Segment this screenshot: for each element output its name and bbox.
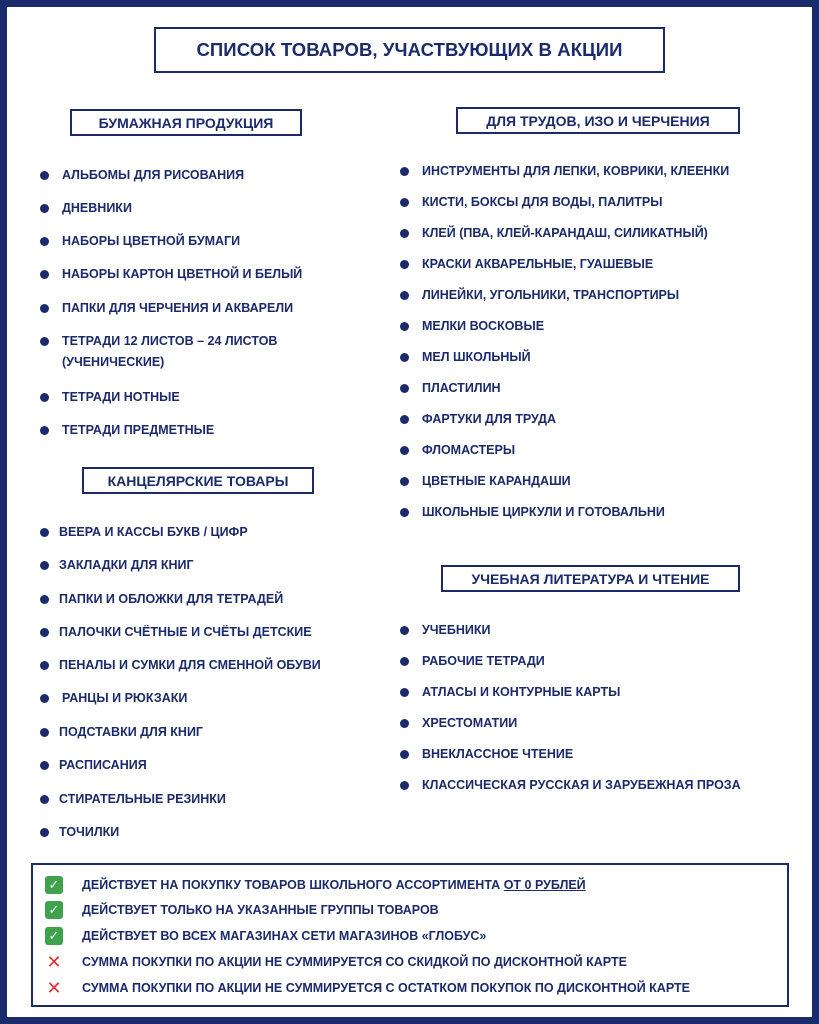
bullet-icon xyxy=(40,761,49,770)
bullet-icon xyxy=(40,393,49,402)
bullet-icon xyxy=(40,595,49,604)
bullet-icon xyxy=(400,353,409,362)
list-item: НАБОРЫ КАРТОН ЦВЕТНОЙ И БЕЛЫЙ xyxy=(40,264,302,285)
list-item: ПАПКИ ДЛЯ ЧЕРЧЕНИЯ И АКВАРЕЛИ xyxy=(40,298,293,319)
list-item: РАНЦЫ И РЮКЗАКИ xyxy=(40,688,187,709)
list-item: РАСПИСАНИЯ xyxy=(40,755,147,776)
list-item: ПАЛОЧКИ СЧЁТНЫЕ И СЧЁТЫ ДЕТСКИЕ xyxy=(40,622,312,643)
list-item: ВНЕКЛАССНОЕ ЧТЕНИЕ xyxy=(400,744,573,765)
bullet-icon xyxy=(400,750,409,759)
list-item: МЕЛКИ ВОСКОВЫЕ xyxy=(400,316,544,337)
list-item: МЕЛ ШКОЛЬНЫЙ xyxy=(400,347,531,368)
bullet-icon xyxy=(400,260,409,269)
list-item: ФАРТУКИ ДЛЯ ТРУДА xyxy=(400,409,556,430)
list-item: ЗАКЛАДКИ ДЛЯ КНИГ xyxy=(40,555,194,576)
list-item: КЛАССИЧЕСКАЯ РУССКАЯ И ЗАРУБЕЖНАЯ ПРОЗА xyxy=(400,775,741,796)
list-item: ТЕТРАДИ 12 ЛИСТОВ – 24 ЛИСТОВ (УЧЕНИЧЕСКИЕ) xyxy=(40,331,310,373)
list-item: РАБОЧИЕ ТЕТРАДИ xyxy=(400,651,545,672)
bullet-icon xyxy=(400,322,409,331)
bullet-icon xyxy=(400,657,409,666)
bullet-icon xyxy=(400,384,409,393)
bullet-icon xyxy=(40,528,49,537)
list-item: ПЕНАЛЫ И СУМКИ ДЛЯ СМЕННОЙ ОБУВИ xyxy=(40,655,321,676)
list-item: ФЛОМАСТЕРЫ xyxy=(400,440,515,461)
bullet-icon xyxy=(40,795,49,804)
bullet-icon xyxy=(40,628,49,637)
list-item: КРАСКИ АКВАРЕЛЬНЫЕ, ГУАШЕВЫЕ xyxy=(400,254,653,275)
check-icon: ✓ xyxy=(45,876,63,894)
check-icon: ✓ xyxy=(45,927,63,945)
bullet-icon xyxy=(400,198,409,207)
condition-item: ✓ ДЕЙСТВУЕТ НА ПОКУПКУ ТОВАРОВ ШКОЛЬНОГО АССОРТИМЕНТА ОТ 0 РУБЛЕЙ xyxy=(45,875,586,895)
bullet-icon xyxy=(40,426,49,435)
list-item: ПОДСТАВКИ ДЛЯ КНИГ xyxy=(40,722,203,743)
bullet-icon xyxy=(40,204,49,213)
condition-item: ✓ ДЕЙСТВУЕТ ТОЛЬКО НА УКАЗАННЫЕ ГРУППЫ ТОВАРОВ xyxy=(45,900,439,920)
bullet-icon xyxy=(40,171,49,180)
list-item: УЧЕБНИКИ xyxy=(400,620,491,641)
list-item: АЛЬБОМЫ ДЛЯ РИСОВАНИЯ xyxy=(40,165,244,186)
bullet-icon xyxy=(40,728,49,737)
cross-icon: ✕ xyxy=(46,952,62,972)
bullet-icon xyxy=(400,446,409,455)
page-title: СПИСОК ТОВАРОВ, УЧАСТВУЮЩИХ В АКЦИИ xyxy=(154,27,665,73)
bullet-icon xyxy=(400,781,409,790)
list-item: АТЛАСЫ И КОНТУРНЫЕ КАРТЫ xyxy=(400,682,620,703)
bullet-icon xyxy=(400,719,409,728)
list-item: ТЕТРАДИ ПРЕДМЕТНЫЕ xyxy=(40,420,214,441)
bullet-icon xyxy=(400,415,409,424)
conditions-box xyxy=(31,863,789,1007)
bullet-icon xyxy=(40,694,49,703)
bullet-icon xyxy=(400,477,409,486)
bullet-icon xyxy=(400,508,409,517)
condition-item: ✕ СУММА ПОКУПКИ ПО АКЦИИ НЕ СУММИРУЕТСЯ С ОСТАТКОМ ПОКУПОК ПО ДИСКОНТНОЙ КАРТЕ xyxy=(46,978,690,998)
list-item: ТЕТРАДИ НОТНЫЕ xyxy=(40,387,180,408)
list-item: ДНЕВНИКИ xyxy=(40,198,132,219)
list-item: ЦВЕТНЫЕ КАРАНДАШИ xyxy=(400,471,571,492)
section-title-literature: УЧЕБНАЯ ЛИТЕРАТУРА И ЧТЕНИЕ xyxy=(441,565,740,592)
cross-icon: ✕ xyxy=(46,978,62,998)
bullet-icon xyxy=(40,661,49,670)
list-item: КИСТИ, БОКСЫ ДЛЯ ВОДЫ, ПАЛИТРЫ xyxy=(400,192,662,213)
list-item: ИНСТРУМЕНТЫ ДЛЯ ЛЕПКИ, КОВРИКИ, КЛЕЕНКИ xyxy=(400,161,729,182)
list-item: НАБОРЫ ЦВЕТНОЙ БУМАГИ xyxy=(40,231,240,252)
condition-item: ✓ ДЕЙСТВУЕТ ВО ВСЕХ МАГАЗИНАХ СЕТИ МАГАЗИНОВ «ГЛОБУС» xyxy=(45,926,486,946)
bullet-icon xyxy=(40,828,49,837)
bullet-icon xyxy=(400,229,409,238)
condition-item: ✕ СУММА ПОКУПКИ ПО АКЦИИ НЕ СУММИРУЕТСЯ СО СКИДКОЙ ПО ДИСКОНТНОЙ КАРТЕ xyxy=(46,952,627,972)
list-item: КЛЕЙ (ПВА, КЛЕЙ-КАРАНДАШ, СИЛИКАТНЫЙ) xyxy=(400,223,708,244)
bullet-icon xyxy=(400,291,409,300)
bullet-icon xyxy=(40,561,49,570)
list-item: ПАПКИ И ОБЛОЖКИ ДЛЯ ТЕТРАДЕЙ xyxy=(40,589,283,610)
check-icon: ✓ xyxy=(45,901,63,919)
bullet-icon xyxy=(400,688,409,697)
bullet-icon xyxy=(400,626,409,635)
list-item: ПЛАСТИЛИН xyxy=(400,378,501,399)
bullet-icon xyxy=(40,237,49,246)
bullet-icon xyxy=(40,304,49,313)
list-item: ТОЧИЛКИ xyxy=(40,822,119,843)
section-title-paper: БУМАЖНАЯ ПРОДУКЦИЯ xyxy=(70,109,302,136)
list-item: ЛИНЕЙКИ, УГОЛЬНИКИ, ТРАНСПОРТИРЫ xyxy=(400,285,679,306)
section-title-art: ДЛЯ ТРУДОВ, ИЗО И ЧЕРЧЕНИЯ xyxy=(456,107,740,134)
list-item: СТИРАТЕЛЬНЫЕ РЕЗИНКИ xyxy=(40,789,226,810)
bullet-icon xyxy=(400,167,409,176)
list-item: ВЕЕРА И КАССЫ БУКВ / ЦИФР xyxy=(40,522,248,543)
bullet-icon xyxy=(40,337,49,346)
bullet-icon xyxy=(40,270,49,279)
list-item: ХРЕСТОМАТИИ xyxy=(400,713,517,734)
section-title-stationery: КАНЦЕЛЯРСКИЕ ТОВАРЫ xyxy=(82,467,314,494)
list-item: ШКОЛЬНЫЕ ЦИРКУЛИ И ГОТОВАЛЬНИ xyxy=(400,502,665,523)
